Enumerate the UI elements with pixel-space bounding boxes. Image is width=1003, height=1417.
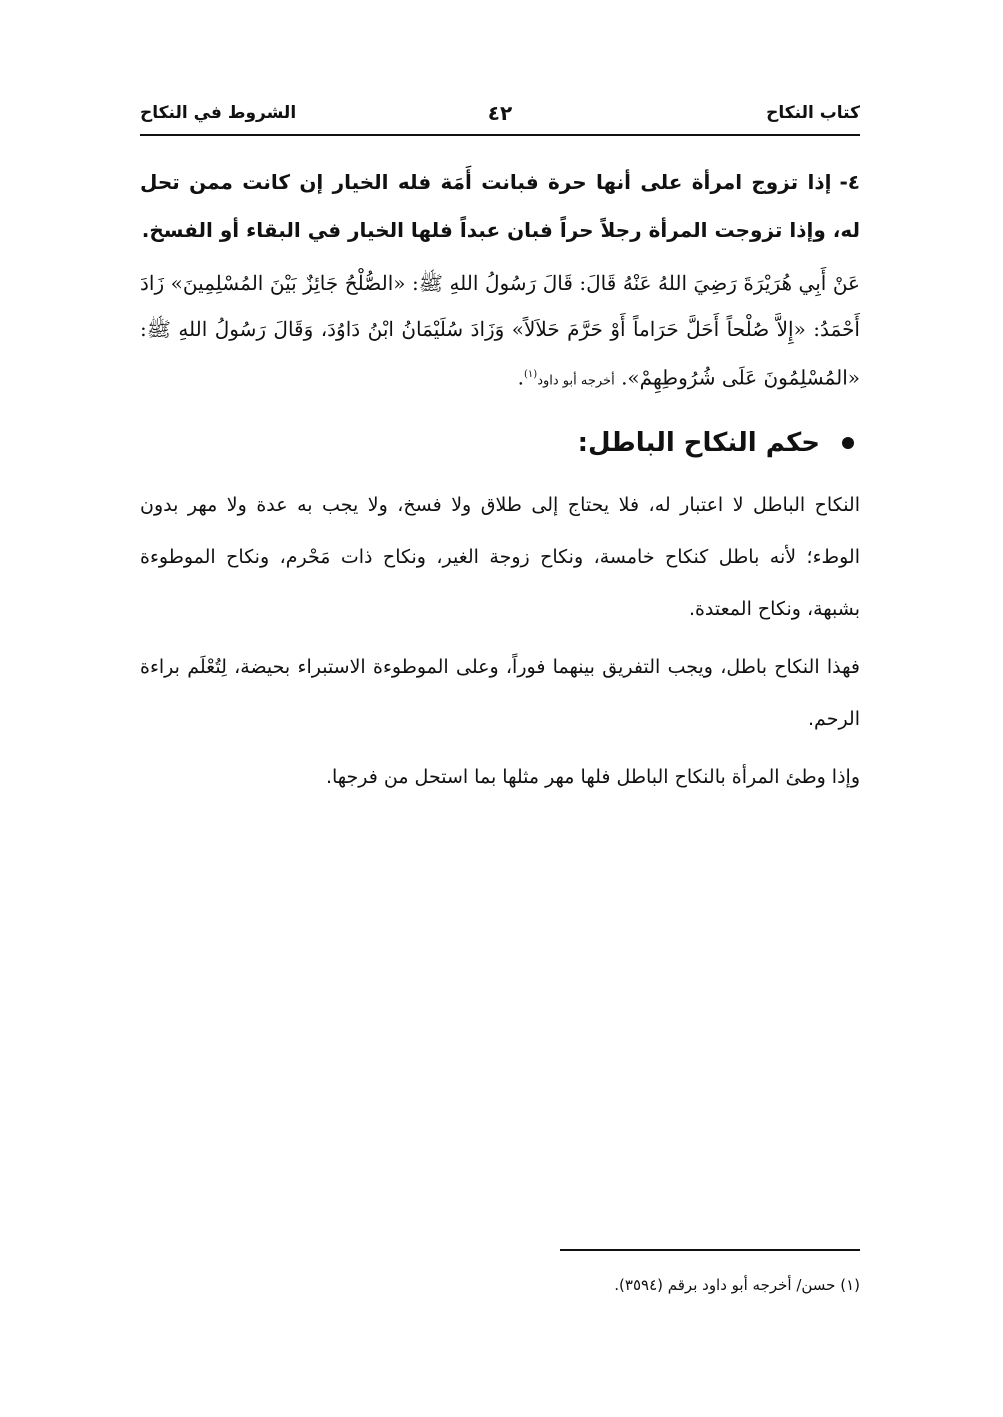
header-book-title: كتاب النكاح	[766, 103, 860, 123]
hadith-text	[140, 260, 860, 405]
header-chapter-title: الشروط في النكاح	[140, 103, 297, 123]
item-number: ٤-	[839, 170, 860, 194]
section-heading	[140, 415, 860, 471]
paragraph-1: النكاح الباطل لا اعتبار له، فلا يحتاج إلى طلاق ولا فسخ، ولا يجب به عدة ولا مهر بدون الوطء؛ لأنه باطل كنكاح خامسة، ونكاح زوجة الغير، ونكاح ذات مَحْرم، ونكاح الموطوءة بشبهة، ونكاح المعتدة.	[140, 493, 860, 620]
paragraph-2: فهذا النكاح باطل، ويجب التفريق بينهما فوراً، وعلى الموطوءة الاستبراء بحيضة، لِتُعْلَم براءة الرحم.	[140, 655, 860, 730]
hadith-body: عَنْ أَبِي هُرَيْرَةَ رَضِيَ اللهُ عَنْهُ قَالَ: قَالَ رَسُولُ اللهِ ﷺ: «الصُّلْحُ جَائِزٌ بَيْنَ المُسْلِمِينَ» زَادَ أَحْمَدُ: «إِلاَّ صُلْحاً أَحَلَّ حَرَاماً أَوْ حَرَّمَ حَلاَلاً» وَزَادَ سُلَيْمَانُ ابْنُ دَاوُدَ، وَقَالَ رَسُولُ اللهِ ﷺ: «المُسْلِمُونَ عَلَى شُرُوطِهِمْ».	[140, 271, 860, 390]
bullet-icon	[842, 437, 854, 449]
hadith-reference: أخرجه أبو داود	[537, 373, 615, 389]
numbered-item-4	[140, 158, 860, 254]
page-number: ٤٢	[487, 101, 513, 125]
running-header	[140, 96, 860, 130]
header-rule	[140, 134, 860, 136]
section-title-text: حكم النكاح الباطل:	[577, 427, 820, 458]
paragraph-3: وإذا وطئ المرأة بالنكاح الباطل فلها مهر مثلها بما استحل من فرجها.	[325, 765, 860, 788]
item-text: إذا تزوج امرأة على أنها حرة فبانت أَمَة فله الخيار إن كانت ممن تحل له، وإذا تزوجت المرأة رجلاً حراً فبان عبداً فلها الخيار في البقاء أو الفسخ.	[140, 170, 860, 242]
hadith-end: .	[517, 365, 524, 390]
footnote-marker: (١)	[524, 369, 538, 380]
main-content	[140, 158, 860, 809]
footnote-rule	[560, 1249, 860, 1251]
footnote-text: (١) حسن/ أخرجه أبو داود برقم (٣٥٩٤).	[614, 1276, 860, 1294]
